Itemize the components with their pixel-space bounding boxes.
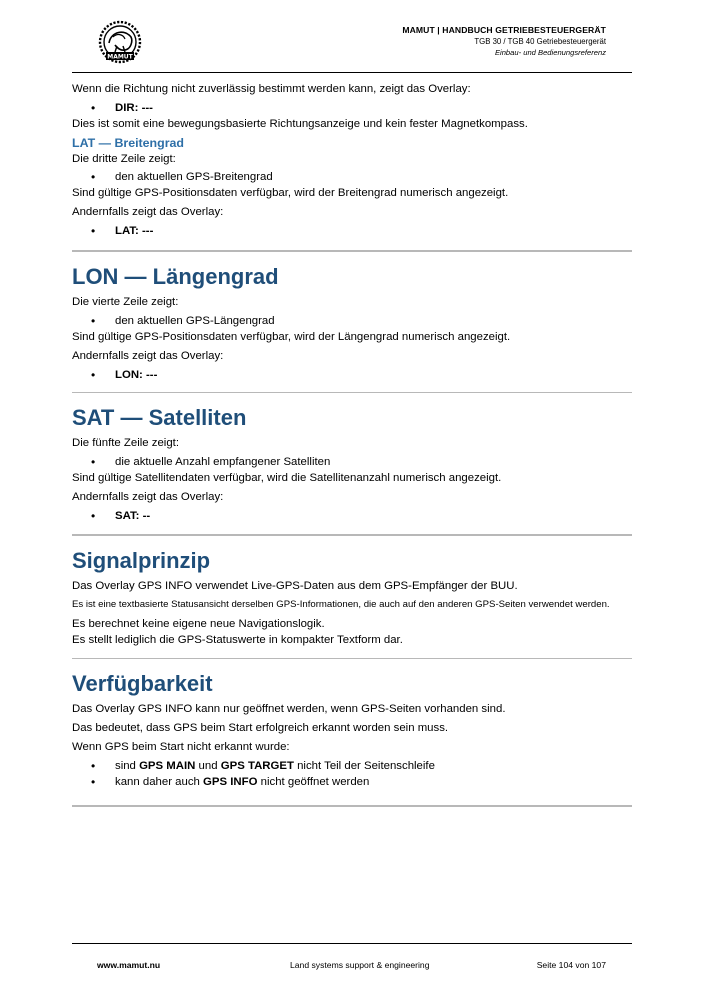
overlay-value: SAT: -- [115, 510, 151, 522]
paragraph: Sind gültige Satellitendaten verfügbar, wird die Satellitenanzahl numerisch angezeigt. [72, 472, 502, 484]
list-item [72, 367, 632, 383]
bullet-list [72, 454, 632, 470]
section-heading-lon: LON — Längengrad [72, 263, 279, 289]
bullet-list [72, 313, 632, 329]
text-run: nicht geöffnet werden [257, 776, 370, 788]
text-run: und [195, 760, 221, 772]
paragraph: Sind gültige GPS-Positionsdaten verfügbar, wird der Breitengrad numerisch angezeigt. [72, 187, 509, 199]
paragraph: Das Overlay GPS INFO verwendet Live-GPS-Daten aus dem GPS-Empfänger der BUU. [72, 579, 518, 592]
overlay-value: DIR: --- [115, 102, 153, 114]
list-item [72, 100, 632, 116]
header-title: MAMUT | HANDBUCH GETRIEBESTEUERGERÄT [402, 25, 606, 35]
paragraph: Das Overlay GPS INFO kann nur geöffnet werden, wenn GPS-Seiten vorhanden sind. [72, 703, 506, 715]
section-divider [72, 805, 632, 807]
list-item: • den aktuellen GPS-Längengrad [72, 313, 632, 329]
paragraph: Andernfalls zeigt das Overlay: [72, 206, 224, 218]
overlay-value: LON: --- [115, 368, 158, 381]
footer-website: www.mamut.nu [97, 960, 161, 970]
footer-tagline: Land systems support & engineering [290, 960, 430, 970]
paragraph: Sind gültige GPS-Positionsdaten verfügbar, wird der Längengrad numerisch angezeigt. [72, 330, 511, 343]
list-item: • den aktuellen GPS-Breitengrad [72, 169, 632, 185]
section-heading-signal: Signalprinzip [72, 547, 211, 573]
paragraph: Es berechnet keine eigene neue Navigationslogik. [72, 617, 325, 630]
company-logo [95, 19, 145, 65]
paragraph: Die vierte Zeile zeigt: [72, 295, 179, 308]
section-heading-lat: LAT — Breitengrad [72, 136, 184, 150]
text-run: nicht Teil der Seitenschleife [293, 760, 435, 772]
overlay-value: LAT: --- [115, 225, 154, 237]
list-item [72, 223, 632, 239]
header-rule [72, 72, 632, 73]
paragraph: Es stellt lediglich die GPS-Statuswerte in kompakter Textform dar. [72, 633, 403, 646]
header-subtitle-italic: Einbau- und Bedienungsreferenz [494, 48, 606, 57]
list-item [72, 758, 632, 774]
paragraph: Wenn die Richtung nicht zuverlässig bestimmt werden kann, zeigt das Overlay: [72, 83, 471, 95]
bullet-list [72, 367, 632, 383]
footer-rule [72, 943, 632, 944]
paragraph: Das bedeutet, dass GPS beim Start erfolgreich erkannt worden sein muss. [72, 722, 449, 734]
svg-text:MAMUT: MAMUT [107, 53, 133, 61]
header-subtitle: TGB 30 / TGB 40 Getriebesteuergerät [474, 37, 606, 46]
bullet-list [72, 508, 632, 524]
paragraph: Dies ist somit eine bewegungsbasierte Richtungsanzeige und kein fester Magnetkompass. [72, 118, 528, 130]
paragraph: Andernfalls zeigt das Overlay: [72, 491, 224, 503]
page-name: GPS TARGET [220, 760, 294, 772]
text-run: sind [115, 760, 140, 772]
bullet-list [72, 100, 632, 116]
bullet-list [72, 758, 632, 790]
page-content [72, 81, 632, 807]
page-name: GPS INFO [203, 776, 258, 788]
list-item [72, 774, 632, 790]
page-name: GPS MAIN [139, 760, 196, 772]
bullet-list [72, 223, 632, 239]
section-heading-availability: Verfügbarkeit [72, 671, 213, 696]
text-run: kann daher auch [115, 776, 204, 788]
page-header [402, 25, 606, 58]
paragraph: Die fünfte Zeile zeigt: [72, 437, 179, 449]
list-item [72, 508, 632, 524]
footer-page-number: Seite 104 von 107 [536, 960, 606, 970]
list-item: • die aktuelle Anzahl empfangener Satelliten [72, 454, 632, 470]
paragraph: Die dritte Zeile zeigt: [72, 153, 176, 165]
section-heading-sat: SAT — Satelliten [72, 405, 247, 430]
bullet-list [72, 169, 632, 185]
paragraph: Wenn GPS beim Start nicht erkannt wurde: [72, 741, 290, 753]
paragraph: Es ist eine textbasierte Statusansicht derselben GPS-Informationen, die auch auf den anderen GPS-Seiten verwendet werden. [72, 598, 610, 610]
paragraph: Andernfalls zeigt das Overlay: [72, 349, 224, 362]
